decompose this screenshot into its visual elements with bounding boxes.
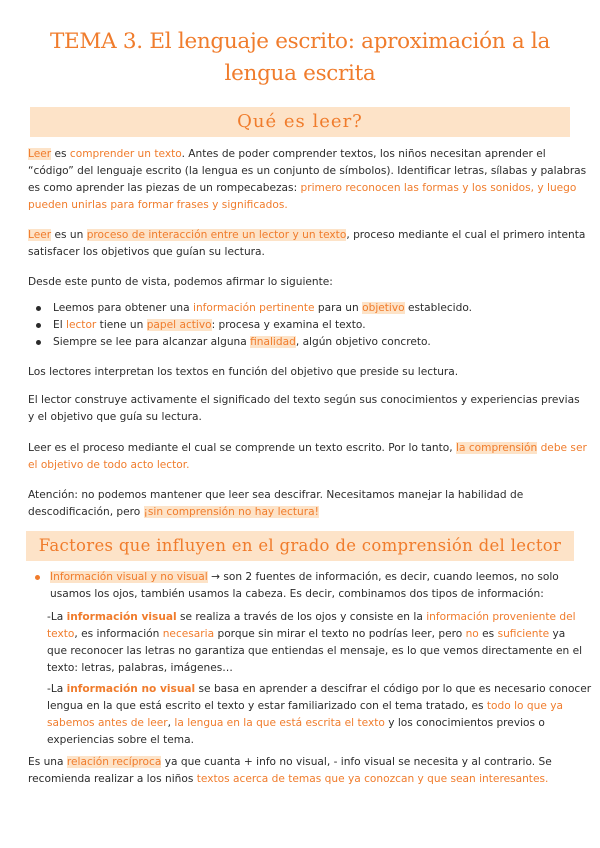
text-run: Leer es el proceso mediante el cual se comprende un texto escrito. Por lo tanto,: [28, 442, 457, 454]
section-heading-que-es-leer: Qué es leer?: [30, 107, 570, 137]
highlight-term: papel activo: [146, 319, 212, 331]
section-heading-factores: Factores que influyen en el grado de comprensión del lector: [26, 531, 574, 561]
paragraph-interaction: [28, 227, 586, 261]
text-line: Los lectores interpretan los textos en función del objetivo que preside su lectura.: [28, 366, 459, 378]
emphasis-line: pueden unirlas para formar frases y significados.: [28, 199, 288, 211]
highlight-phrase: la comprensión: [456, 442, 538, 454]
highlight-term: Leer: [28, 229, 52, 241]
text-line: El lector construye activamente el significado del texto según sus conocimientos y experiencias previas: [28, 394, 580, 406]
paragraph-construct: [28, 392, 580, 426]
text-line: “código” del lenguaje escrito (la lengua es un conjunto de símbolos). Identificar letras, sílabas y palabras: [28, 165, 587, 177]
paragraph-visual-info: [47, 609, 583, 677]
text-run: Es una: [28, 756, 67, 768]
text-run: , es información: [74, 628, 163, 640]
text-line: Desde este punto de vista, podemos afirmar lo siguiente:: [28, 276, 333, 288]
bullet-list: [28, 300, 472, 351]
page-title: [20, 26, 580, 90]
list-item: [28, 334, 472, 351]
emphasis-text: sabemos antes de leer: [47, 717, 168, 729]
highlight-term: Leer: [28, 148, 52, 160]
text-run: es como aprender las piezas de un rompecabezas:: [28, 182, 301, 194]
text-run: -La: [47, 611, 67, 623]
paragraph-factor-visual: [50, 569, 573, 603]
text-run: . Antes de poder comprender textos, los niños necesitan aprender el: [181, 148, 546, 160]
text-run: se realiza a través de los ojos y consiste en la: [176, 611, 427, 623]
emphasis-text: textos acerca de temas que ya conozcan y que sean interesantes.: [196, 773, 549, 785]
highlight-term: objetivo: [362, 302, 405, 314]
bold-term: información no visual: [66, 683, 196, 695]
text-run: ya: [549, 628, 566, 640]
text-run: es: [51, 148, 70, 160]
paragraph-attention: [28, 487, 573, 521]
text-line: Atención: no podemos mantener que leer sea descifrar. Necesitamos manejar la habilidad de: [28, 489, 524, 501]
text-run: y los conocimientos previos o: [384, 717, 545, 729]
emphasis-text: no: [465, 628, 479, 640]
text-line: y el objetivo que guía su lectura.: [28, 411, 202, 423]
paragraph-comprehension: [28, 440, 587, 474]
text-run: lengua en la que está escrito el texto y estar familiarizado con el tema tratado, es: [47, 700, 487, 712]
paragraph-definition: [28, 146, 587, 214]
paragraph-interpret: [28, 364, 573, 381]
list-item: [28, 300, 472, 317]
text-line: texto: letras, palabras, imágenes…: [47, 662, 233, 674]
title-line-1: TEMA 3. El lenguaje escrito: aproximación a la: [50, 29, 550, 54]
text-run: tiene un: [96, 319, 147, 331]
emphasis-text: necesaria: [162, 628, 215, 640]
emphasis-text: información proveniente del: [426, 611, 576, 623]
emphasis-text: lector: [66, 319, 97, 331]
text-run: porque sin mirar el texto no podrías leer, pero: [214, 628, 466, 640]
emphasis-text: información pertinente: [193, 302, 315, 314]
text-run: descodificación, pero: [28, 506, 144, 518]
emphasis-text: primero reconocen las formas y los sonidos, y luego: [300, 182, 577, 194]
highlight-phrase: relación recíproca: [66, 756, 162, 768]
highlight-phrase: proceso de interacción entre un lector y un texto: [86, 229, 347, 241]
text-run: , proceso mediante el cual el primero intenta: [346, 229, 586, 241]
text-run: establecido.: [404, 302, 473, 314]
text-run: recomienda realizar a los niños: [28, 773, 197, 785]
highlight-phrase: Información visual y no visual: [50, 571, 208, 583]
highlight-term: finalidad: [250, 336, 296, 348]
text-run: , algún objetivo concreto.: [295, 336, 431, 348]
text-run: Siempre se lee para alcanzar alguna: [53, 336, 251, 348]
text-run: ya que cuanta + info no visual, - info visual se necesita y al contrario. Se: [161, 756, 552, 768]
emphasis-text: todo lo que ya: [486, 700, 563, 712]
text-run: es un: [51, 229, 87, 241]
emphasis-line: el objetivo de todo acto lector.: [28, 459, 190, 471]
text-run: para un: [314, 302, 363, 314]
emphasis-text: suficiente: [497, 628, 550, 640]
paragraph-reciprocal: [28, 754, 573, 788]
text-line: usamos los ojos, también usamos la cabeza. Es decir, combinamos dos tipos de información:: [50, 588, 544, 600]
highlight-phrase: ¡sin comprensión no hay lectura!: [143, 506, 319, 518]
text-run: se basa en aprender a descifrar el código por lo que es necesario conocer: [195, 683, 592, 695]
text-run: es: [478, 628, 498, 640]
emphasis-text: texto: [47, 628, 75, 640]
text-run: -La: [47, 683, 67, 695]
text-run: El: [53, 319, 67, 331]
text-line: satisfacer los objetivos que guían su lectura.: [28, 246, 265, 258]
emphasis-text: comprender un texto: [69, 148, 182, 160]
list-item: [28, 317, 472, 334]
text-run: → son 2 fuentes de información, es decir, cuando leemos, no solo: [207, 571, 559, 583]
paragraph-nonvisual-info: [47, 681, 592, 749]
text-run: Leemos para obtener una: [53, 302, 193, 314]
orange-bullet-icon: [35, 575, 40, 580]
title-line-2: lengua escrita: [224, 61, 376, 86]
text-run: ,: [167, 717, 175, 729]
text-run: : procesa y examina el texto.: [211, 319, 366, 331]
emphasis-text: debe ser: [537, 442, 587, 454]
emphasis-text: la lengua en la que está escrita el texto: [174, 717, 385, 729]
bold-term: información visual: [66, 611, 177, 623]
text-line: experiencias sobre el tema.: [47, 734, 194, 746]
text-line: que reconocer las letras no garantiza que entiendas el mensaje, es lo que vemos directamente en el: [47, 645, 583, 657]
paragraph-intro-list: [28, 274, 573, 291]
